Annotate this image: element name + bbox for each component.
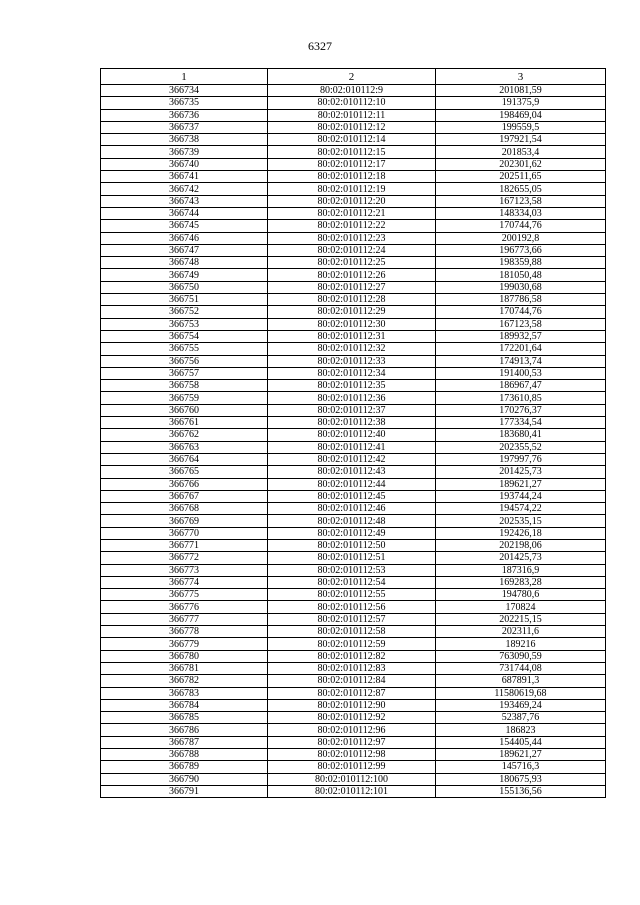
table-row [101,220,606,232]
record-number-cell: 366765 [101,466,268,478]
value-cell: 186967,47 [436,380,606,392]
table-row [101,281,606,293]
column-header-1: 1 [101,69,268,85]
record-number-cell: 366784 [101,699,268,711]
cadastral-number-cell: 80:02:010112:20 [268,195,436,207]
table-row [101,724,606,736]
record-number-cell: 366736 [101,109,268,121]
record-number-cell: 366758 [101,380,268,392]
cadastral-number-cell: 80:02:010112:83 [268,662,436,674]
record-number-cell: 366746 [101,232,268,244]
record-number-cell: 366769 [101,515,268,527]
cadastral-number-cell: 80:02:010112:55 [268,589,436,601]
value-cell: 148334,03 [436,207,606,219]
table-row [101,294,606,306]
cadastral-number-cell: 80:02:010112:9 [268,85,436,97]
cadastral-number-cell: 80:02:010112:45 [268,490,436,502]
table-row [101,318,606,330]
table-row [101,527,606,539]
table-row [101,417,606,429]
cadastral-number-cell: 80:02:010112:46 [268,503,436,515]
table-row [101,773,606,785]
table-row [101,367,606,379]
table-row [101,552,606,564]
table-header [101,69,606,85]
table-row [101,269,606,281]
value-cell: 202198,06 [436,539,606,551]
table-row [101,613,606,625]
record-number-cell: 366781 [101,662,268,674]
record-number-cell: 366734 [101,85,268,97]
table-row [101,699,606,711]
value-cell: 167123,58 [436,318,606,330]
value-cell: 192426,18 [436,527,606,539]
value-cell: 194574,22 [436,503,606,515]
cadastral-number-cell: 80:02:010112:12 [268,121,436,133]
record-number-cell: 366757 [101,367,268,379]
record-number-cell: 366748 [101,257,268,269]
record-number-cell: 366751 [101,294,268,306]
table-row [101,503,606,515]
cadastral-number-cell: 80:02:010112:40 [268,429,436,441]
table-row [101,515,606,527]
cadastral-number-cell: 80:02:010112:100 [268,773,436,785]
table-row [101,195,606,207]
value-cell: 202311,6 [436,626,606,638]
table-row [101,453,606,465]
table-row [101,712,606,724]
table-row [101,749,606,761]
value-cell: 183680,41 [436,429,606,441]
cadastral-number-cell: 80:02:010112:90 [268,699,436,711]
record-number-cell: 366776 [101,601,268,613]
value-cell: 201425,73 [436,552,606,564]
record-number-cell: 366750 [101,281,268,293]
cadastral-number-cell: 80:02:010112:29 [268,306,436,318]
record-number-cell: 366767 [101,490,268,502]
table-row [101,490,606,502]
table-row [101,97,606,109]
cadastral-number-cell: 80:02:010112:30 [268,318,436,330]
cadastral-number-cell: 80:02:010112:26 [268,269,436,281]
record-number-cell: 366762 [101,429,268,441]
cadastral-number-cell: 80:02:010112:22 [268,220,436,232]
table-row [101,576,606,588]
cadastral-number-cell: 80:02:010112:24 [268,244,436,256]
table-row [101,380,606,392]
table-row [101,121,606,133]
value-cell: 172201,64 [436,343,606,355]
record-number-cell: 366766 [101,478,268,490]
value-cell: 687891,3 [436,675,606,687]
cadastral-number-cell: 80:02:010112:15 [268,146,436,158]
table-row [101,404,606,416]
value-cell: 187316,9 [436,564,606,576]
value-cell: 182655,05 [436,183,606,195]
record-number-cell: 366775 [101,589,268,601]
record-number-cell: 366740 [101,158,268,170]
value-cell: 186823 [436,724,606,736]
value-cell: 194780,6 [436,589,606,601]
table-row [101,761,606,773]
table-row [101,392,606,404]
record-number-cell: 366759 [101,392,268,404]
cadastral-number-cell: 80:02:010112:54 [268,576,436,588]
cadastral-number-cell: 80:02:010112:59 [268,638,436,650]
record-number-cell: 366741 [101,171,268,183]
cadastral-number-cell: 80:02:010112:44 [268,478,436,490]
cadastral-number-cell: 80:02:010112:57 [268,613,436,625]
cadastral-number-cell: 80:02:010112:42 [268,453,436,465]
record-number-cell: 366743 [101,195,268,207]
table-row [101,638,606,650]
record-number-cell: 366752 [101,306,268,318]
value-cell: 170744,76 [436,306,606,318]
cadastral-number-cell: 80:02:010112:10 [268,97,436,109]
record-number-cell: 366779 [101,638,268,650]
table-row [101,306,606,318]
value-cell: 170276,37 [436,404,606,416]
record-number-cell: 366790 [101,773,268,785]
cadastral-number-cell: 80:02:010112:50 [268,539,436,551]
table-row [101,687,606,699]
page-number: 6327 [308,39,332,53]
value-cell: 200192,8 [436,232,606,244]
table-row [101,207,606,219]
table-row [101,466,606,478]
value-cell: 11580619,68 [436,687,606,699]
cadastral-number-cell: 80:02:010112:19 [268,183,436,195]
value-cell: 202511,65 [436,171,606,183]
value-cell: 193469,24 [436,699,606,711]
cadastral-number-cell: 80:02:010112:17 [268,158,436,170]
record-number-cell: 366744 [101,207,268,219]
table-row [101,662,606,674]
cadastral-number-cell: 80:02:010112:49 [268,527,436,539]
record-number-cell: 366786 [101,724,268,736]
value-cell: 202535,15 [436,515,606,527]
cadastral-number-cell: 80:02:010112:82 [268,650,436,662]
record-number-cell: 366787 [101,736,268,748]
cadastral-number-cell: 80:02:010112:99 [268,761,436,773]
value-cell: 189216 [436,638,606,650]
table-row [101,626,606,638]
value-cell: 177334,54 [436,417,606,429]
table-row [101,564,606,576]
value-cell: 145716,3 [436,761,606,773]
cadastral-number-cell: 80:02:010112:98 [268,749,436,761]
table-row [101,146,606,158]
value-cell: 197921,54 [436,134,606,146]
cadastral-number-cell: 80:02:010112:43 [268,466,436,478]
cadastral-number-cell: 80:02:010112:25 [268,257,436,269]
value-cell: 187786,58 [436,294,606,306]
record-number-cell: 366747 [101,244,268,256]
value-cell: 763090,59 [436,650,606,662]
table-row [101,85,606,97]
cadastral-number-cell: 80:02:010112:41 [268,441,436,453]
header-row [101,69,606,85]
cadastral-number-cell: 80:02:010112:58 [268,626,436,638]
record-number-cell: 366756 [101,355,268,367]
table-row [101,158,606,170]
value-cell: 191400,53 [436,367,606,379]
record-number-cell: 366773 [101,564,268,576]
cadastral-number-cell: 80:02:010112:48 [268,515,436,527]
cadastral-number-cell: 80:02:010112:28 [268,294,436,306]
record-number-cell: 366745 [101,220,268,232]
cadastral-number-cell: 80:02:010112:31 [268,330,436,342]
record-number-cell: 366789 [101,761,268,773]
value-cell: 181050,48 [436,269,606,281]
value-cell: 154405,44 [436,736,606,748]
cadastral-number-cell: 80:02:010112:51 [268,552,436,564]
value-cell: 191375,9 [436,97,606,109]
cadastral-number-cell: 80:02:010112:11 [268,109,436,121]
value-cell: 196773,66 [436,244,606,256]
record-number-cell: 366738 [101,134,268,146]
record-number-cell: 366783 [101,687,268,699]
cadastral-number-cell: 80:02:010112:37 [268,404,436,416]
table-row [101,244,606,256]
record-number-cell: 366772 [101,552,268,564]
table-row [101,478,606,490]
record-number-cell: 366764 [101,453,268,465]
value-cell: 167123,58 [436,195,606,207]
cadastral-number-cell: 80:02:010112:14 [268,134,436,146]
cadastral-number-cell: 80:02:010112:92 [268,712,436,724]
record-number-cell: 366778 [101,626,268,638]
table-row [101,736,606,748]
record-number-cell: 366771 [101,539,268,551]
value-cell: 202355,52 [436,441,606,453]
cadastral-number-cell: 80:02:010112:96 [268,724,436,736]
cadastral-number-cell: 80:02:010112:53 [268,564,436,576]
value-cell: 202215,15 [436,613,606,625]
record-number-cell: 366735 [101,97,268,109]
value-cell: 201081,59 [436,85,606,97]
table-row [101,441,606,453]
record-number-cell: 366791 [101,785,268,797]
record-number-cell: 366785 [101,712,268,724]
value-cell: 189621,27 [436,749,606,761]
record-number-cell: 366761 [101,417,268,429]
record-number-cell: 366774 [101,576,268,588]
cadastral-number-cell: 80:02:010112:84 [268,675,436,687]
table-row [101,343,606,355]
record-number-cell: 366742 [101,183,268,195]
table-row [101,330,606,342]
cadastral-number-cell: 80:02:010112:35 [268,380,436,392]
cadastral-number-cell: 80:02:010112:18 [268,171,436,183]
column-header-3: 3 [436,69,606,85]
value-cell: 199559,5 [436,121,606,133]
cadastral-number-cell: 80:02:010112:27 [268,281,436,293]
value-cell: 180675,93 [436,773,606,785]
cadastral-number-cell: 80:02:010112:32 [268,343,436,355]
table-row [101,429,606,441]
table-row [101,650,606,662]
cadastral-number-cell: 80:02:010112:21 [268,207,436,219]
record-number-cell: 366760 [101,404,268,416]
table-row [101,675,606,687]
table-row [101,539,606,551]
table-row [101,785,606,797]
value-cell: 201853,4 [436,146,606,158]
value-cell: 174913,74 [436,355,606,367]
table-row [101,134,606,146]
value-cell: 170744,76 [436,220,606,232]
value-cell: 193744,24 [436,490,606,502]
value-cell: 170824 [436,601,606,613]
cadastral-number-cell: 80:02:010112:36 [268,392,436,404]
value-cell: 731744,08 [436,662,606,674]
record-number-cell: 366739 [101,146,268,158]
value-cell: 198359,88 [436,257,606,269]
record-number-cell: 366788 [101,749,268,761]
value-cell: 169283,28 [436,576,606,588]
cadastral-number-cell: 80:02:010112:56 [268,601,436,613]
value-cell: 199030,68 [436,281,606,293]
cadastral-number-cell: 80:02:010112:38 [268,417,436,429]
record-number-cell: 366737 [101,121,268,133]
table-row [101,589,606,601]
table-body [101,85,606,798]
table-row [101,257,606,269]
value-cell: 173610,85 [436,392,606,404]
table-row [101,232,606,244]
cadastral-number-cell: 80:02:010112:87 [268,687,436,699]
value-cell: 189932,57 [436,330,606,342]
value-cell: 189621,27 [436,478,606,490]
value-cell: 201425,73 [436,466,606,478]
record-number-cell: 366749 [101,269,268,281]
column-header-2: 2 [268,69,436,85]
record-number-cell: 366770 [101,527,268,539]
table-row [101,183,606,195]
value-cell: 155136,56 [436,785,606,797]
cadastral-number-cell: 80:02:010112:23 [268,232,436,244]
record-number-cell: 366768 [101,503,268,515]
table-row [101,109,606,121]
record-number-cell: 366780 [101,650,268,662]
value-cell: 202301,62 [436,158,606,170]
cadastral-number-cell: 80:02:010112:97 [268,736,436,748]
value-cell: 198469,04 [436,109,606,121]
cadastral-number-cell: 80:02:010112:33 [268,355,436,367]
value-cell: 197997,76 [436,453,606,465]
table-row [101,355,606,367]
table-row [101,601,606,613]
registry-table [100,68,606,798]
record-number-cell: 366753 [101,318,268,330]
cadastral-number-cell: 80:02:010112:34 [268,367,436,379]
table-row [101,171,606,183]
value-cell: 52387,76 [436,712,606,724]
record-number-cell: 366754 [101,330,268,342]
record-number-cell: 366777 [101,613,268,625]
cadastral-number-cell: 80:02:010112:101 [268,785,436,797]
record-number-cell: 366782 [101,675,268,687]
record-number-cell: 366755 [101,343,268,355]
record-number-cell: 366763 [101,441,268,453]
